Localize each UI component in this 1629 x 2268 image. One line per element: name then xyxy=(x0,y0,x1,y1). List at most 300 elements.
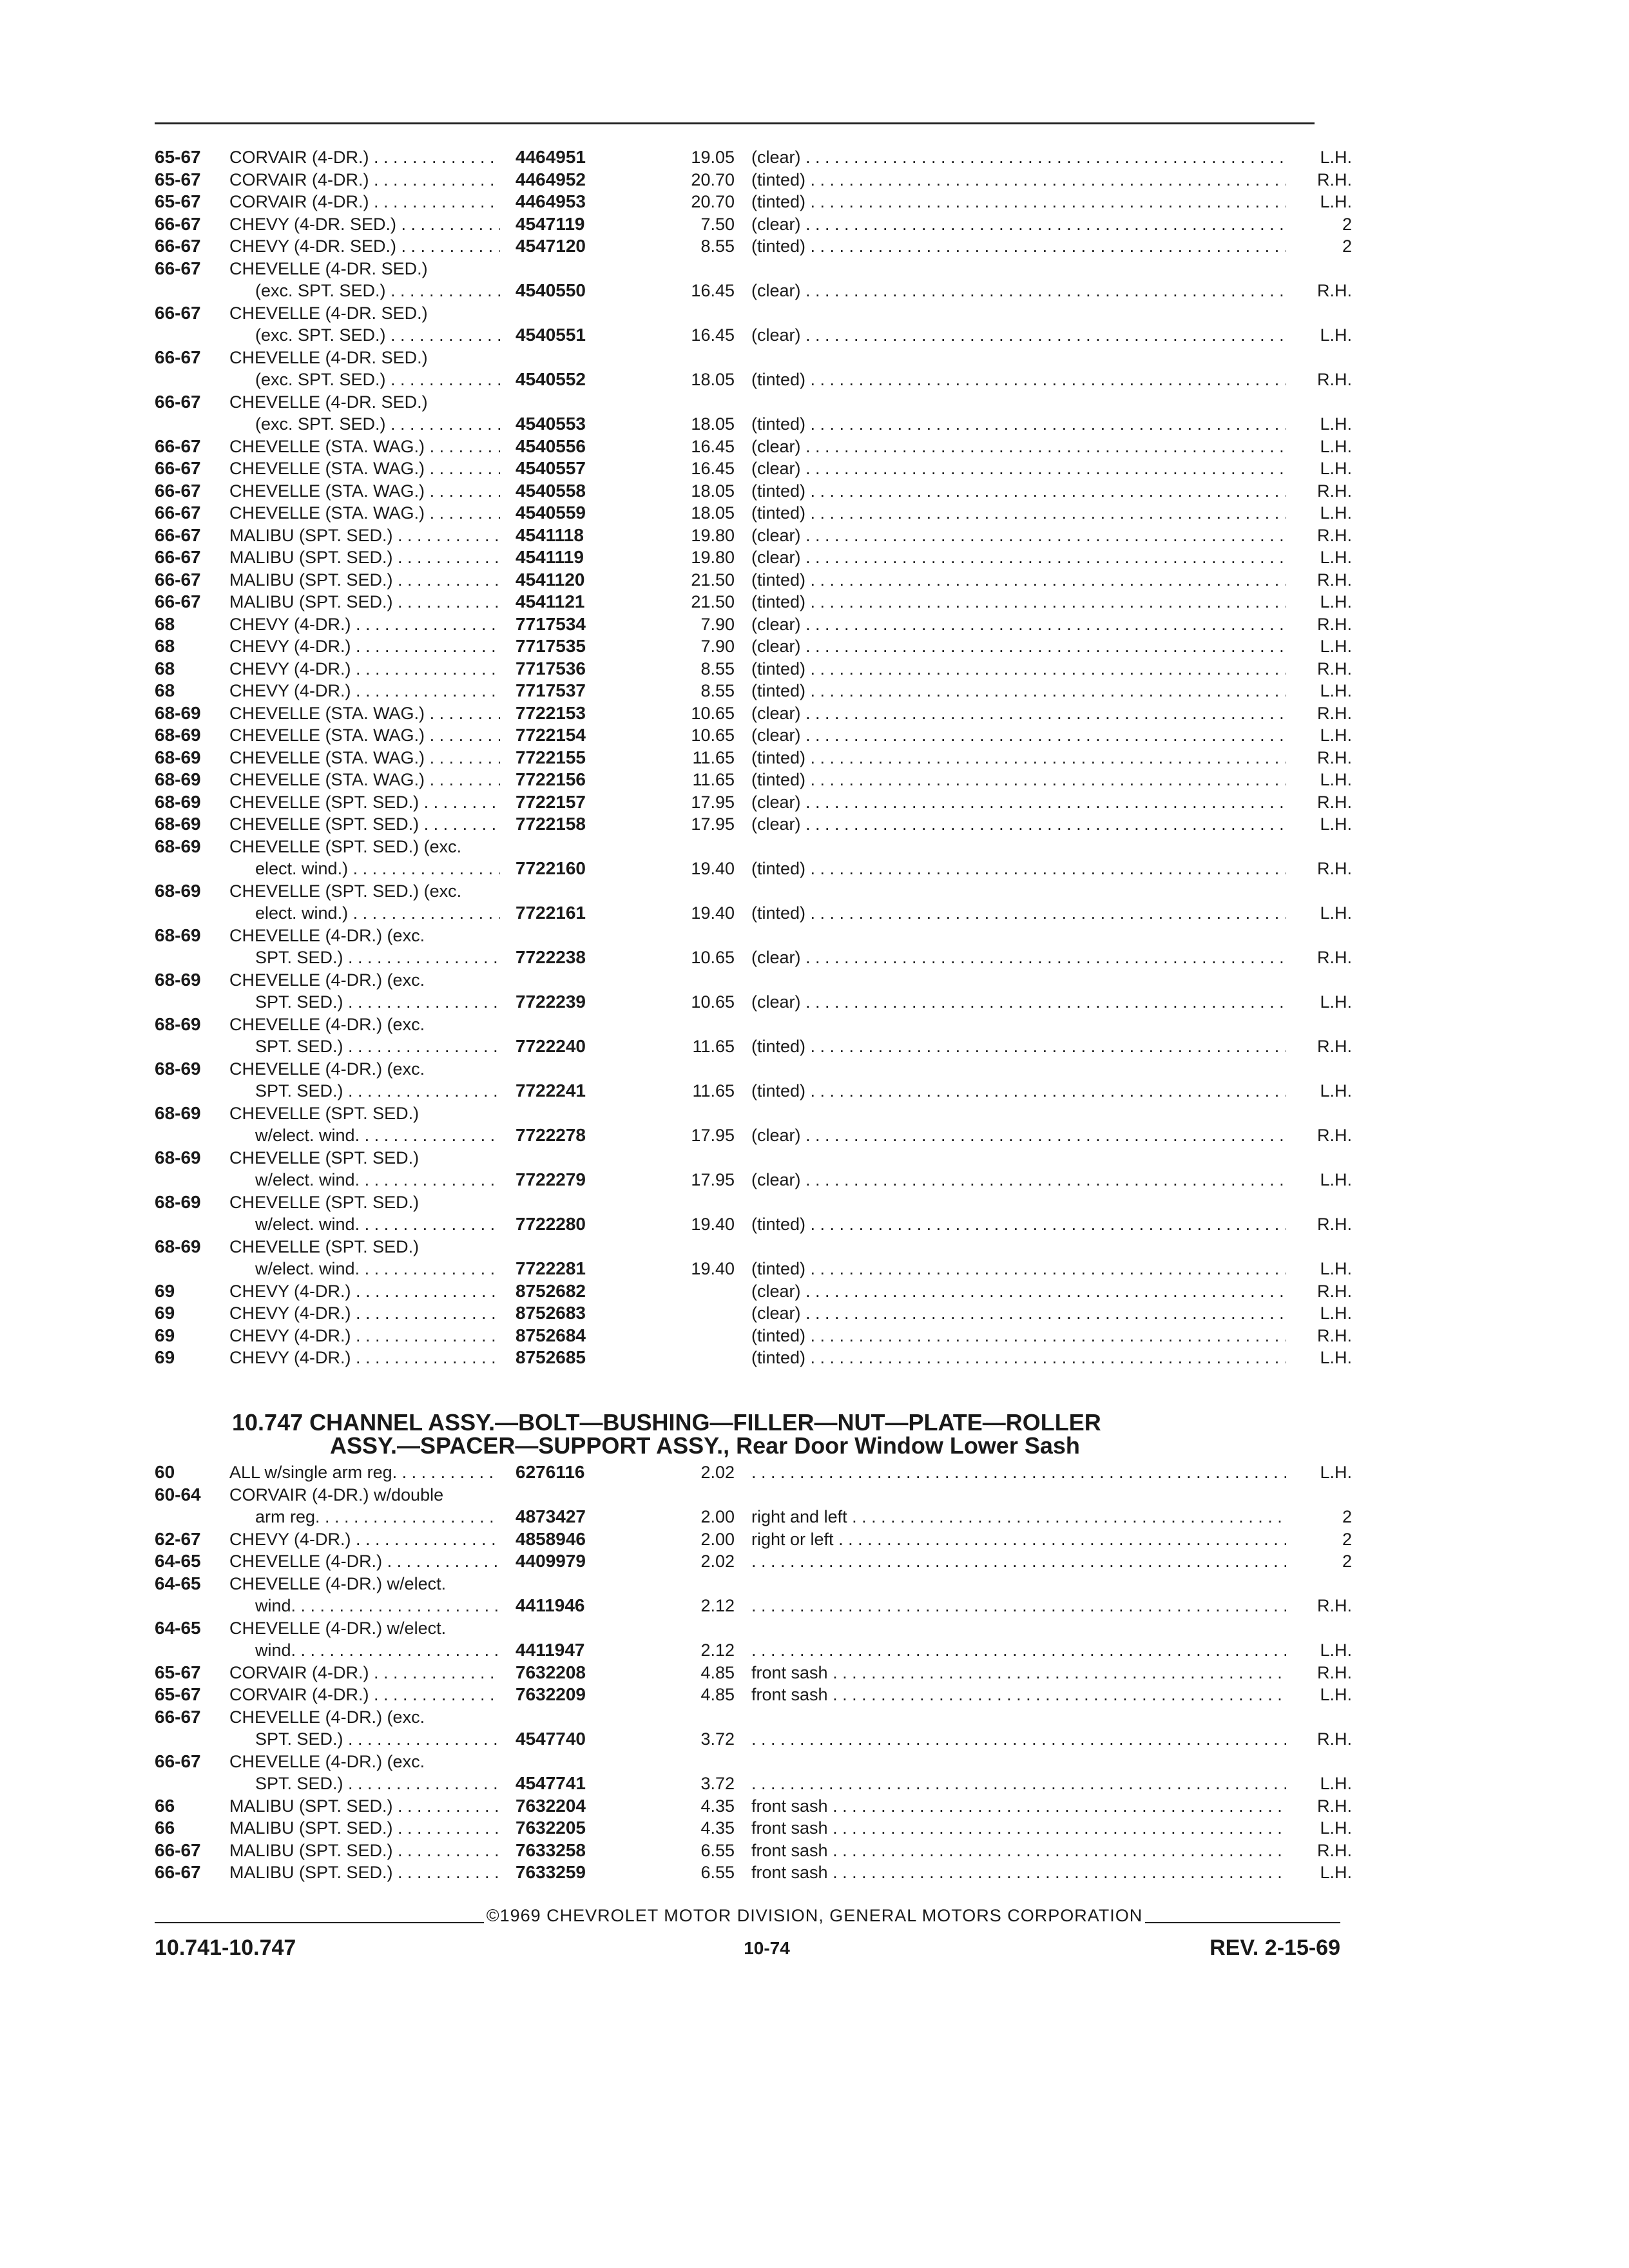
description: (tinted) . . . xyxy=(751,658,1286,680)
model-qualifier: (exc. SPT. SED.) . . . xyxy=(255,413,500,435)
description xyxy=(751,1550,1286,1572)
model-years: 68-69 xyxy=(155,725,201,745)
part-row xyxy=(0,1506,1629,1528)
part-row-header xyxy=(0,1191,1629,1213)
quantity-side: L.H. xyxy=(1289,1461,1352,1483)
model-years: 60 xyxy=(155,1462,175,1482)
part-number: 4547119 xyxy=(516,213,585,234)
price: 19.05 xyxy=(691,148,735,167)
model-years: 66-67 xyxy=(155,347,201,367)
model-name: CHEVELLE (STA. WAG.) . . . xyxy=(229,502,500,524)
part-number: 7632209 xyxy=(516,1684,586,1704)
part-number: 4540553 xyxy=(516,414,586,434)
description: (tinted) . . . xyxy=(751,1347,1286,1369)
price: 8.55 xyxy=(700,658,735,678)
price: 11.65 xyxy=(692,1037,735,1056)
part-row xyxy=(0,591,1629,613)
model-name: CHEVY (4-DR.) . . . xyxy=(229,1528,500,1550)
model-name: CHEVY (4-DR.) . . . xyxy=(229,635,500,657)
quantity-side: R.H. xyxy=(1289,1795,1352,1817)
price: 19.80 xyxy=(691,525,735,545)
model-name: CHEVELLE (STA. WAG.) . . . xyxy=(229,457,500,479)
description xyxy=(751,1595,1286,1617)
part-row xyxy=(0,546,1629,568)
part-row xyxy=(0,1461,1629,1483)
model-qualifier: elect. wind.) . . . xyxy=(255,902,500,924)
part-row xyxy=(0,480,1629,502)
price: 6.55 xyxy=(700,1840,735,1860)
model-years: 65-67 xyxy=(155,191,201,211)
quantity-side: R.H. xyxy=(1289,480,1352,502)
model-name: MALIBU (SPT. SED.) . . . xyxy=(229,1817,500,1839)
part-number: 7717537 xyxy=(516,680,586,700)
quantity-side: L.H. xyxy=(1289,546,1352,568)
quantity-side: L.H. xyxy=(1289,769,1352,791)
part-number: 4541121 xyxy=(516,591,585,611)
part-row xyxy=(0,680,1629,702)
part-number: 4540559 xyxy=(516,503,586,523)
model-years: 66-67 xyxy=(155,480,201,501)
part-row-header xyxy=(0,1014,1629,1035)
model-qualifier: wind. . . . xyxy=(255,1595,500,1617)
price: 16.45 xyxy=(691,459,735,478)
part-row-header xyxy=(0,1147,1629,1169)
part-row-header xyxy=(0,1102,1629,1124)
quantity-side: L.H. xyxy=(1289,502,1352,524)
model-name: ALL w/single arm reg. . . . xyxy=(229,1461,500,1483)
model-qualifier: (exc. SPT. SED.) . . . xyxy=(255,280,500,302)
part-row-header xyxy=(0,258,1629,280)
model-name: CHEVY (4-DR.) . . . xyxy=(229,613,500,635)
part-row xyxy=(0,1840,1629,1861)
part-number: 4464952 xyxy=(516,169,586,189)
part-number: 4540556 xyxy=(516,436,586,456)
part-number: 7632208 xyxy=(516,1662,586,1682)
model-years: 65-67 xyxy=(155,169,201,189)
price: 16.45 xyxy=(691,325,735,345)
part-number: 8752683 xyxy=(516,1303,586,1323)
part-row xyxy=(0,747,1629,769)
copyright-text: ©1969 CHEVROLET MOTOR DIVISION, GENERAL MOTORS CORPORATION xyxy=(484,1906,1146,1925)
part-row xyxy=(0,635,1629,657)
price: 4.85 xyxy=(700,1685,735,1704)
model-name: CHEVELLE (STA. WAG.) . . . xyxy=(229,747,500,769)
model-years: 66-67 xyxy=(155,236,201,256)
quantity-side: L.H. xyxy=(1289,1302,1352,1324)
part-row xyxy=(0,569,1629,591)
model-name: CORVAIR (4-DR.) . . . xyxy=(229,169,500,191)
quantity-side: 2 xyxy=(1289,1506,1352,1528)
model-years: 66 xyxy=(155,1818,175,1838)
model-name: CHEVY (4-DR.) . . . xyxy=(229,1280,500,1302)
quantity-side: L.H. xyxy=(1289,1258,1352,1280)
part-row-header xyxy=(0,302,1629,324)
copyright-line xyxy=(0,1906,1629,1926)
model-years: 68-69 xyxy=(155,791,201,812)
price: 3.72 xyxy=(700,1774,735,1793)
part-number: 4873427 xyxy=(516,1506,586,1526)
description: (tinted) . . . xyxy=(751,902,1286,924)
model-years: 69 xyxy=(155,1325,175,1345)
part-row-header xyxy=(0,1751,1629,1773)
section-heading-line2: ASSY.—SPACER—SUPPORT ASSY., Rear Door Window Lower Sash xyxy=(330,1432,1080,1459)
part-number: 4540550 xyxy=(516,280,586,300)
part-row-header xyxy=(0,969,1629,991)
description: (tinted) . . . xyxy=(751,591,1286,613)
part-row-header xyxy=(0,1484,1629,1506)
part-row xyxy=(0,1258,1629,1280)
description: (clear) . . . xyxy=(751,702,1286,724)
price: 16.45 xyxy=(691,436,735,456)
description: right or left . . . xyxy=(751,1528,1286,1550)
description: (tinted) . . . xyxy=(751,1035,1286,1057)
quantity-side: 2 xyxy=(1289,235,1352,257)
part-number: 4540557 xyxy=(516,458,586,478)
model-name: CORVAIR (4-DR.) . . . xyxy=(229,146,500,168)
price: 8.55 xyxy=(700,236,735,256)
description: front sash . . . xyxy=(751,1662,1286,1684)
part-number: 7722161 xyxy=(516,903,586,923)
model-name: CHEVELLE (SPT. SED.) xyxy=(229,1192,419,1212)
description: (clear) . . . xyxy=(751,947,1286,968)
description: (tinted) . . . xyxy=(751,569,1286,591)
model-years: 68-69 xyxy=(155,1102,201,1123)
price: 8.55 xyxy=(700,681,735,700)
model-name: CHEVY (4-DR.) . . . xyxy=(229,1302,500,1324)
price: 10.65 xyxy=(691,703,735,723)
description: (tinted) . . . xyxy=(751,769,1286,791)
quantity-side: R.H. xyxy=(1289,169,1352,191)
model-name: MALIBU (SPT. SED.) . . . xyxy=(229,1840,500,1861)
part-number: 8752684 xyxy=(516,1325,586,1345)
model-name: CHEVY (4-DR.) . . . xyxy=(229,1325,500,1347)
model-years: 66-67 xyxy=(155,436,201,456)
part-number: 7717536 xyxy=(516,658,586,678)
part-number: 7632205 xyxy=(516,1818,586,1838)
part-row xyxy=(0,1662,1629,1684)
quantity-side: L.H. xyxy=(1289,680,1352,702)
model-years: 64-65 xyxy=(155,1573,201,1593)
model-years: 66-67 xyxy=(155,503,201,523)
quantity-side: L.H. xyxy=(1289,1684,1352,1706)
model-years: 66-67 xyxy=(155,302,201,323)
part-number: 7722155 xyxy=(516,747,586,767)
model-qualifier: SPT. SED.) . . . xyxy=(255,947,500,968)
quantity-side: R.H. xyxy=(1289,858,1352,879)
price: 4.35 xyxy=(700,1796,735,1816)
description: (clear) . . . xyxy=(751,813,1286,835)
model-name: MALIBU (SPT. SED.) . . . xyxy=(229,591,500,613)
quantity-side: R.H. xyxy=(1289,1213,1352,1235)
part-number: 7722278 xyxy=(516,1125,586,1145)
model-years: 68-69 xyxy=(155,1191,201,1212)
part-row xyxy=(0,1639,1629,1661)
top-rule xyxy=(155,122,1315,124)
quantity-side: R.H. xyxy=(1289,569,1352,591)
part-row xyxy=(0,457,1629,479)
part-number: 7722280 xyxy=(516,1214,586,1234)
part-row xyxy=(0,524,1629,546)
part-row xyxy=(0,813,1629,835)
model-qualifier: w/elect. wind. . . . xyxy=(255,1169,500,1191)
quantity-side: L.H. xyxy=(1289,1817,1352,1839)
part-number: 7717534 xyxy=(516,613,586,634)
quantity-side: R.H. xyxy=(1289,747,1352,769)
model-qualifier: SPT. SED.) . . . xyxy=(255,991,500,1013)
description: (clear) . . . xyxy=(751,613,1286,635)
quantity-side: R.H. xyxy=(1289,658,1352,680)
model-name: CHEVELLE (4-DR. SED.) xyxy=(229,258,428,278)
model-years: 66-67 xyxy=(155,524,201,545)
part-number: 7717535 xyxy=(516,636,586,656)
price: 11.65 xyxy=(692,1081,735,1100)
part-row xyxy=(0,1817,1629,1839)
part-row-header xyxy=(0,836,1629,858)
part-row xyxy=(0,1124,1629,1146)
model-years: 66-67 xyxy=(155,1706,201,1727)
model-name: CHEVY (4-DR.) . . . xyxy=(229,680,500,702)
quantity-side: L.H. xyxy=(1289,324,1352,346)
model-qualifier: elect. wind.) . . . xyxy=(255,858,500,879)
model-name: CHEVELLE (STA. WAG.) . . . xyxy=(229,702,500,724)
part-number: 7722157 xyxy=(516,791,586,812)
quantity-side: L.H. xyxy=(1289,413,1352,435)
model-name: CORVAIR (4-DR.) w/double xyxy=(229,1485,444,1504)
part-number: 8752682 xyxy=(516,1280,586,1301)
quantity-side: L.H. xyxy=(1289,991,1352,1013)
description: (tinted) . . . xyxy=(751,747,1286,769)
description xyxy=(751,1773,1286,1794)
description: (clear) . . . xyxy=(751,1302,1286,1324)
description: (clear) . . . xyxy=(751,1124,1286,1146)
price: 4.35 xyxy=(700,1818,735,1838)
part-row xyxy=(0,769,1629,791)
model-years: 66-67 xyxy=(155,258,201,278)
part-number: 8752685 xyxy=(516,1347,586,1367)
model-years: 64-65 xyxy=(155,1617,201,1638)
model-years: 68-69 xyxy=(155,836,201,856)
model-name: CHEVELLE (SPT. SED.) xyxy=(229,1236,419,1256)
model-name: CHEVELLE (4-DR.) (exc. xyxy=(229,1751,425,1771)
description xyxy=(751,1639,1286,1661)
description: (tinted) . . . xyxy=(751,502,1286,524)
model-name: MALIBU (SPT. SED.) . . . xyxy=(229,546,500,568)
quantity-side: R.H. xyxy=(1289,947,1352,968)
model-name: CHEVELLE (4-DR.) (exc. xyxy=(229,1059,425,1079)
part-row xyxy=(0,1550,1629,1572)
model-name: CHEVELLE (STA. WAG.) . . . xyxy=(229,724,500,746)
part-row xyxy=(0,213,1629,235)
part-row xyxy=(0,324,1629,346)
quantity-side: R.H. xyxy=(1289,1728,1352,1750)
quantity-side: L.H. xyxy=(1289,1080,1352,1102)
model-years: 68-69 xyxy=(155,1236,201,1256)
price: 2.02 xyxy=(700,1463,735,1482)
model-name: MALIBU (SPT. SED.) . . . xyxy=(229,1795,500,1817)
price: 2.12 xyxy=(700,1640,735,1660)
section-range: 10.741-10.747 xyxy=(155,1936,296,1960)
quantity-side: L.H. xyxy=(1289,591,1352,613)
part-row xyxy=(0,724,1629,746)
description: (tinted) . . . xyxy=(751,235,1286,257)
part-row xyxy=(0,1169,1629,1191)
price: 11.65 xyxy=(692,770,735,789)
description: (clear) . . . xyxy=(751,436,1286,457)
model-years: 66-67 xyxy=(155,569,201,590)
price: 20.70 xyxy=(691,169,735,189)
price: 17.95 xyxy=(691,1126,735,1145)
description: (tinted) . . . xyxy=(751,1080,1286,1102)
price: 11.65 xyxy=(692,747,735,767)
model-years: 65-67 xyxy=(155,1684,201,1704)
description: (clear) . . . xyxy=(751,280,1286,302)
quantity-side: L.H. xyxy=(1289,902,1352,924)
quantity-side: R.H. xyxy=(1289,1325,1352,1347)
description: (tinted) . . . xyxy=(751,1325,1286,1347)
price: 19.40 xyxy=(691,903,735,923)
model-name: CORVAIR (4-DR.) . . . xyxy=(229,1662,500,1684)
price: 19.40 xyxy=(691,1259,735,1278)
part-number: 7722158 xyxy=(516,814,586,834)
description: front sash . . . xyxy=(751,1861,1286,1883)
price: 18.05 xyxy=(691,370,735,389)
part-row xyxy=(0,1280,1629,1302)
quantity-side: R.H. xyxy=(1289,369,1352,390)
price: 20.70 xyxy=(691,192,735,211)
part-row xyxy=(0,1795,1629,1817)
description: (clear) . . . xyxy=(751,791,1286,813)
model-years: 68 xyxy=(155,613,175,634)
part-number: 4540558 xyxy=(516,480,586,501)
part-row xyxy=(0,502,1629,524)
part-row xyxy=(0,146,1629,168)
description: (tinted) . . . xyxy=(751,369,1286,390)
model-qualifier: SPT. SED.) . . . xyxy=(255,1080,500,1102)
model-years: 68-69 xyxy=(155,814,201,834)
model-years: 68-69 xyxy=(155,880,201,901)
model-name: CHEVY (4-DR.) . . . xyxy=(229,1347,500,1369)
quantity-side: 2 xyxy=(1289,1528,1352,1550)
part-number: 7722240 xyxy=(516,1036,586,1056)
model-years: 69 xyxy=(155,1280,175,1301)
model-name: CHEVELLE (4-DR.) w/elect. xyxy=(229,1618,447,1638)
part-row-header xyxy=(0,1617,1629,1639)
description: (clear) . . . xyxy=(751,546,1286,568)
price: 19.80 xyxy=(691,548,735,567)
section-heading xyxy=(232,1411,1366,1457)
quantity-side: L.H. xyxy=(1289,813,1352,835)
part-number: 7633258 xyxy=(516,1840,586,1860)
price: 19.40 xyxy=(691,859,735,878)
quantity-side: L.H. xyxy=(1289,635,1352,657)
quantity-side: L.H. xyxy=(1289,1347,1352,1369)
part-number: 4541118 xyxy=(516,524,584,545)
part-number: 4547741 xyxy=(516,1773,586,1793)
part-row xyxy=(0,1302,1629,1324)
price: 19.40 xyxy=(691,1215,735,1234)
part-row xyxy=(0,1728,1629,1750)
description: (tinted) . . . xyxy=(751,191,1286,213)
model-years: 66-67 xyxy=(155,1862,201,1882)
model-qualifier: wind. . . . xyxy=(255,1639,500,1661)
part-row xyxy=(0,1080,1629,1102)
model-name: CORVAIR (4-DR.) . . . xyxy=(229,1684,500,1706)
description xyxy=(751,1461,1286,1483)
part-row xyxy=(0,1773,1629,1794)
description: (tinted) . . . xyxy=(751,858,1286,879)
description: (clear) . . . xyxy=(751,324,1286,346)
part-row-header xyxy=(0,1706,1629,1728)
model-years: 62-67 xyxy=(155,1528,201,1549)
price: 3.72 xyxy=(700,1729,735,1749)
price: 21.50 xyxy=(691,570,735,590)
price: 21.50 xyxy=(691,592,735,611)
model-years: 68-69 xyxy=(155,1147,201,1168)
model-qualifier: SPT. SED.) . . . xyxy=(255,1728,500,1750)
description: right and left . . . xyxy=(751,1506,1286,1528)
price: 2.12 xyxy=(700,1596,735,1615)
part-number: 4541120 xyxy=(516,569,585,590)
quantity-side: 2 xyxy=(1289,213,1352,235)
model-name: CHEVELLE (4-DR. SED.) xyxy=(229,347,428,367)
model-name: MALIBU (SPT. SED.) . . . xyxy=(229,1861,500,1883)
quantity-side: L.H. xyxy=(1289,724,1352,746)
description: (tinted) . . . xyxy=(751,1213,1286,1235)
model-years: 69 xyxy=(155,1347,175,1367)
model-qualifier: (exc. SPT. SED.) . . . xyxy=(255,324,500,346)
description: (clear) . . . xyxy=(751,1280,1286,1302)
part-number: 4540552 xyxy=(516,369,586,389)
quantity-side: L.H. xyxy=(1289,1639,1352,1661)
part-number: 7722241 xyxy=(516,1081,586,1100)
price: 10.65 xyxy=(691,726,735,745)
description: front sash . . . xyxy=(751,1795,1286,1817)
description: (clear) . . . xyxy=(751,991,1286,1013)
quantity-side: R.H. xyxy=(1289,1595,1352,1617)
model-years: 60-64 xyxy=(155,1484,201,1504)
part-number: 4464951 xyxy=(516,147,586,167)
part-row xyxy=(0,1325,1629,1347)
model-years: 68-69 xyxy=(155,702,201,723)
part-row xyxy=(0,1347,1629,1369)
page-number: 10-74 xyxy=(744,1938,790,1958)
quantity-side: 2 xyxy=(1289,1550,1352,1572)
model-name: CHEVELLE (4-DR. SED.) xyxy=(229,392,428,412)
quantity-side: R.H. xyxy=(1289,1840,1352,1861)
model-name: CHEVELLE (4-DR.) (exc. xyxy=(229,1014,425,1034)
model-name: CHEVY (4-DR. SED.) . . . xyxy=(229,235,500,257)
model-years: 68 xyxy=(155,658,175,678)
quantity-side: L.H. xyxy=(1289,191,1352,213)
price: 18.05 xyxy=(691,481,735,501)
part-row xyxy=(0,436,1629,457)
quantity-side: R.H. xyxy=(1289,280,1352,302)
part-row xyxy=(0,1684,1629,1706)
description: (tinted) . . . xyxy=(751,480,1286,502)
price: 7.50 xyxy=(700,214,735,234)
part-row xyxy=(0,658,1629,680)
part-number: 4411946 xyxy=(516,1595,585,1615)
part-row-header xyxy=(0,1573,1629,1595)
model-name: CHEVELLE (4-DR.) w/elect. xyxy=(229,1573,447,1593)
price: 2.00 xyxy=(700,1529,735,1549)
quantity-side: L.H. xyxy=(1289,436,1352,457)
model-years: 66-67 xyxy=(155,458,201,478)
part-row xyxy=(0,791,1629,813)
part-number: 4547740 xyxy=(516,1729,586,1749)
model-name: MALIBU (SPT. SED.) . . . xyxy=(229,569,500,591)
model-years: 68-69 xyxy=(155,747,201,767)
